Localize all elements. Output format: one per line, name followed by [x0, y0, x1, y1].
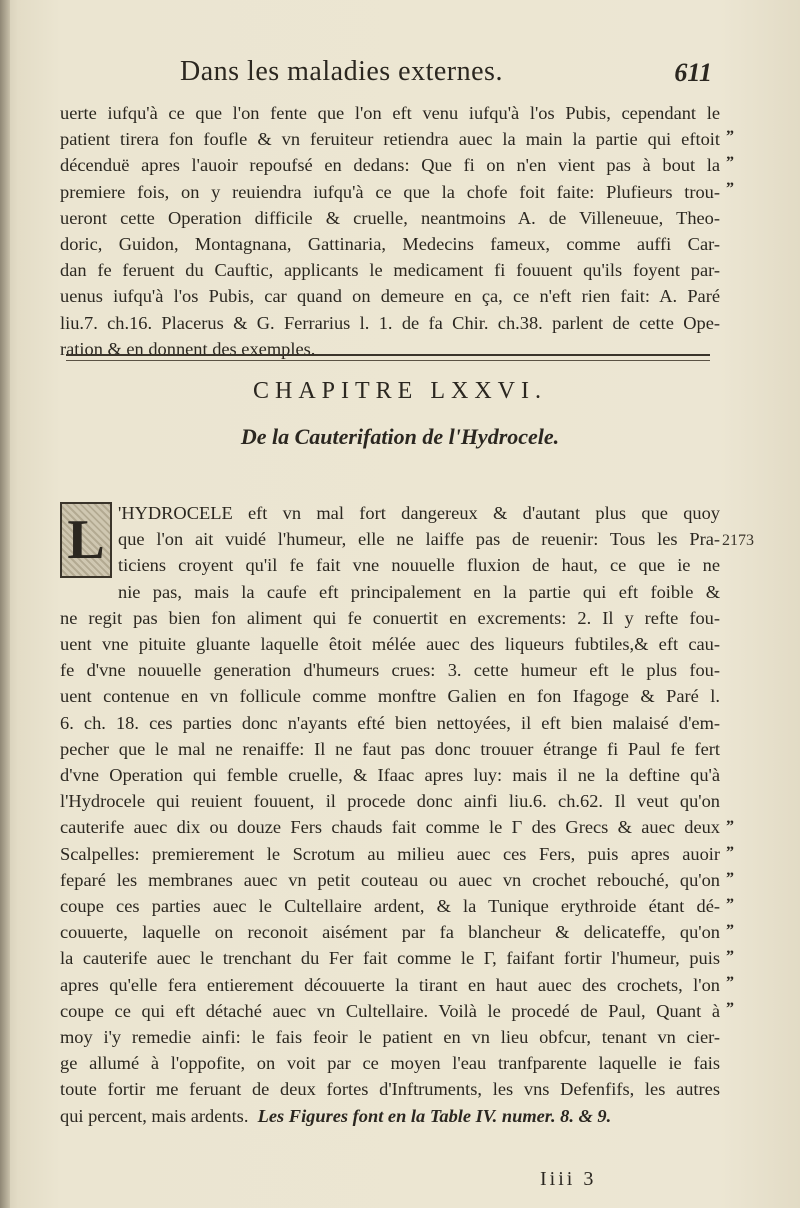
margin-quote-mark: ”	[726, 844, 734, 861]
text-line: coupe ces parties auec le Cultellaire ardent, & la Tunique erythroide étant dé-	[60, 896, 720, 917]
text-line: nie pas, mais la caufe eft principalement en la partie qui eft foible &	[118, 581, 720, 602]
text-line: uenus iufqu'à l'os Pubis, car quand on demeure en ça, ce n'eft rien fait: A. Paré	[60, 286, 720, 307]
chapter-paragraph	[60, 500, 720, 1129]
text-line: fe d'vne nouuelle generation d'humeurs crues: 3. cette humeur eft le plus fou-	[60, 660, 720, 681]
text-line: ge allumé à l'oppofite, on voit par ce moyen l'eau tranfparente laquelle ie fais	[60, 1053, 720, 1074]
text-line: cauterife auec dix ou douze Fers chauds fait comme le Γ des Grecs & auec deux	[60, 817, 720, 838]
text-line: Scalpelles: premierement le Scrotum au milieu auec ces Fers, puis apres auoir	[60, 843, 720, 864]
text-line: doric, Guidon, Montagnana, Gattinaria, Medecins fameux, comme auffi Car-	[60, 234, 720, 255]
text-line: uerte iufqu'à ce que l'on fente que l'on eft venu iufqu'à l'os Pubis, cependant le	[60, 103, 720, 123]
text-line: la cauterife auec le trenchant du Fer fait comme le Γ, faifant fortir l'humeur, puis	[60, 948, 720, 969]
margin-quote-mark: ”	[726, 818, 734, 835]
text-line: coupe ce qui eft détaché auec vn Cultellaire. Voilà le procedé de Paul, Quant à	[60, 1000, 720, 1021]
text-line: décenduë apres l'auoir repoufsé en dedans: Que fi on n'en vient pas à bout la	[60, 155, 720, 176]
text-line: premiere fois, on y reuiendra iufqu'à ce que la chofe foit faite: Plufieurs trou-	[60, 181, 720, 202]
text-line: ration & en donnent des exemples.	[60, 338, 316, 359]
text-line: 6. ch. 18. ces parties donc n'ayants efté bien nettoyées, il eft bien malaisé d'em-	[60, 712, 720, 733]
margin-quote-mark: ”	[726, 1000, 734, 1017]
top-paragraph	[60, 100, 720, 362]
drop-cap-initial: L	[60, 502, 112, 578]
binding-gutter	[0, 0, 10, 1208]
text-line: feparé les membranes auec vn petit couteau ou auec vn crochet rebouché, qu'on	[60, 869, 720, 890]
text-line: que l'on ait vuidé l'humeur, elle ne laiffe pas de reuenir: Tous les Pra-	[118, 529, 720, 550]
text-line-final: qui percent, mais ardents.	[60, 1105, 249, 1126]
margin-note: 2173	[722, 532, 754, 549]
text-line: toute fortir me feruant de deux fortes d'Inftruments, les vns Defenfifs, les autres	[60, 1079, 720, 1100]
section-divider	[66, 354, 710, 361]
figure-reference: Les Figures font en la Table IV. numer. 8. & 9.	[257, 1105, 612, 1126]
text-line: liu.7. ch.16. Placerus & G. Ferrarius l. 1. de fa Chir. ch.38. parlent de cette Ope-	[60, 312, 720, 333]
text-line: uent vne pituite gluante laquelle êtoit mélée auec des liqueurs fubtiles,& eft cau-	[60, 634, 720, 655]
text-line: ticiens croyent qu'il fe fait vne nouuelle fluxion de haut, ce que ie ne	[118, 555, 720, 576]
margin-quote-mark: ”	[726, 870, 734, 887]
text-line: patient tirera fon foufle & vn feruiteur retiendra auec la main la partie qui eftoit	[60, 129, 720, 150]
text-line: apres qu'elle fera entierement découuerte la tirant en haut auec des crochets, l'on	[60, 974, 720, 995]
margin-quote-mark: ”	[726, 180, 734, 197]
text-line: couuerte, laquelle on reconoit aisément par fa blancheur & delicateffe, qu'on	[60, 922, 720, 943]
margin-quote-mark: ”	[726, 154, 734, 171]
margin-quote-mark: ”	[726, 896, 734, 913]
margin-quote-mark: ”	[726, 948, 734, 965]
text-line: uent contenue en vn follicule comme monftre Galien en fon Ifagoge & Paré l.	[60, 686, 720, 707]
text-line: moy i'y remedie ainfi: le fais feoir le patient en vn lieu obfcur, tenant vn cier-	[60, 1027, 720, 1048]
text-line	[60, 1103, 720, 1129]
page-number: 611	[674, 58, 712, 87]
chapter-subtitle: De la Cauterifation de l'Hydrocele.	[240, 424, 560, 449]
text-line: d'vne Operation qui femble cruelle, & Ifaac apres luy: mais il ne la deftine qu'à	[60, 765, 720, 786]
text-line: ueront cette Operation difficile & cruelle, neantmoins A. de Villeneuue, Theo-	[60, 207, 720, 228]
margin-quote-mark: ”	[726, 128, 734, 145]
text-line: ne regit pas bien fon aliment qui fe conuertit en excrements: 2. Il y refte fou-	[60, 607, 720, 628]
text-line: pecher que le mal ne renaiffe: Il ne faut pas donc trouuer étrange fi Paul fe fert	[60, 738, 720, 759]
text-line: 'HYDROCELE eft vn mal fort dangereux & d'autant plus que quoy	[118, 503, 720, 523]
chapter-heading: CHAPITRE LXXVI.	[253, 378, 547, 404]
text-line: l'Hydrocele qui reuient fouuent, il procede donc ainfi liu.6. ch.62. Il veut qu'on	[60, 791, 720, 812]
page-header	[140, 56, 740, 100]
signature-mark: Iiii 3	[540, 1168, 597, 1190]
running-title: Dans les maladies externes.	[180, 56, 503, 87]
text-line: dan fe feruent du Cauftic, applicants le medicament fi fouuent qu'ils foyent par-	[60, 260, 720, 281]
margin-quote-mark: ”	[726, 922, 734, 939]
margin-quote-mark: ”	[726, 974, 734, 991]
